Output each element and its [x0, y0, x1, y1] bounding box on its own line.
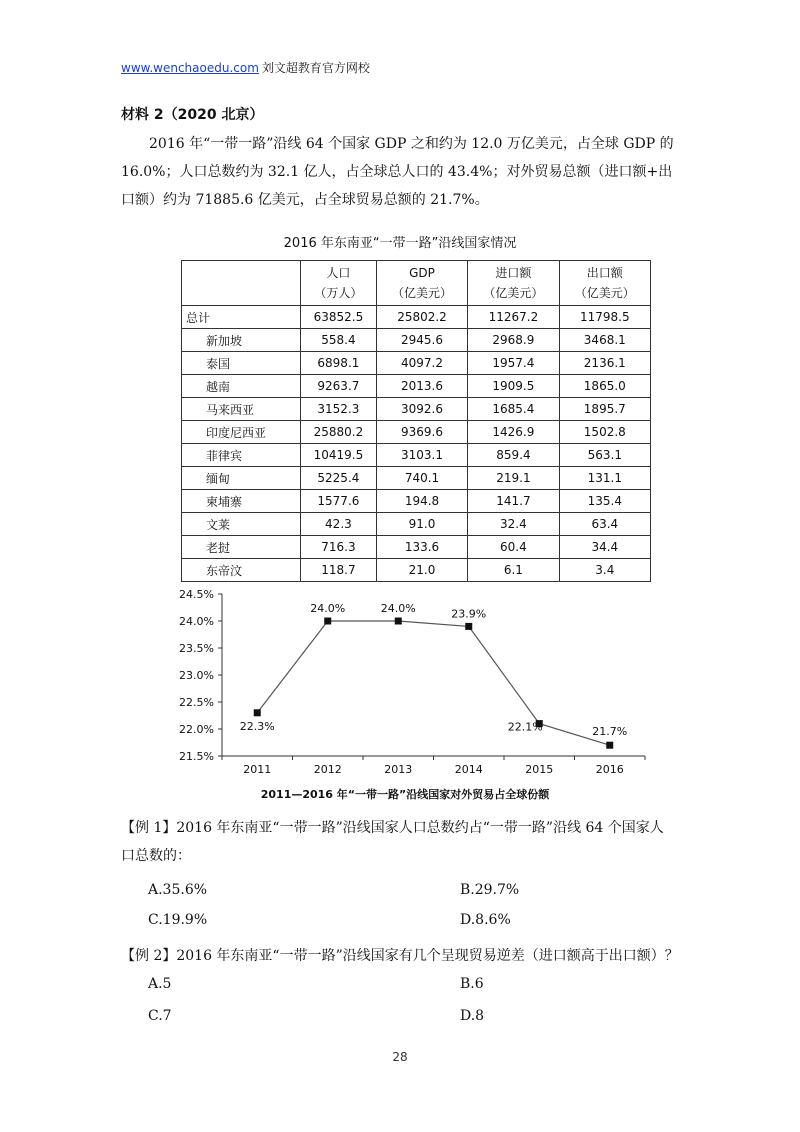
y-tick-label: 23.5% — [179, 642, 214, 655]
q2-option-b[interactable]: B.6 — [460, 976, 484, 992]
y-tick-label: 24.5% — [179, 588, 214, 601]
y-tick-label: 22.0% — [179, 723, 214, 736]
q2-option-c[interactable]: C.7 — [148, 1008, 172, 1024]
y-tick-label: 24.0% — [179, 615, 214, 628]
table-row: 文莱 42.3 91.0 32.4 63.4 — [182, 513, 651, 536]
table-row: 菲律宾 10419.5 3103.1 859.4 563.1 — [182, 444, 651, 467]
q2-option-d[interactable]: D.8 — [460, 1008, 485, 1024]
data-point — [395, 618, 402, 625]
data-point — [254, 709, 261, 716]
trade-share-line-chart — [160, 580, 650, 805]
x-tick-label: 2011 — [243, 763, 272, 776]
data-label: 22.3% — [239, 719, 275, 733]
table-row: 东帝汶 118.7 21.0 6.1 3.4 — [182, 559, 651, 582]
col-header-import: 进口额 （亿美元） — [468, 261, 559, 306]
q1-option-c[interactable]: C.19.9% — [148, 912, 208, 928]
series-line — [257, 621, 610, 745]
data-label: 22.1% — [507, 720, 543, 734]
material-heading: 材料 2（2020 北京） — [121, 107, 264, 123]
country-table — [181, 260, 651, 582]
x-tick-label: 2016 — [595, 763, 624, 776]
material-paragraph: 2016 年“一带一路”沿线 64 个国家 GDP 之和约为 12.0 万亿美元，占全球 GDP 的 16.0%；人口总数约为 32.1 亿人，占全球总人口的 43.4%；对外贸易总额（进口额+出口额）约为 71885.6 亿美元，占全球贸易总额的 21.7%。 — [121, 136, 674, 208]
page-number: 28 — [392, 1050, 408, 1064]
col-header-export: 出口额 （亿美元） — [559, 261, 650, 306]
y-tick-label: 21.5% — [179, 750, 214, 763]
data-label: 24.0% — [380, 602, 416, 615]
table-row: 越南 9263.7 2013.6 1909.5 1865.0 — [182, 375, 651, 398]
q1-option-d[interactable]: D.8.6% — [460, 912, 511, 928]
q2-option-a[interactable]: A.5 — [148, 976, 172, 992]
data-label: 24.0% — [310, 602, 346, 615]
table-row: 马来西亚 3152.3 3092.6 1685.4 1895.7 — [182, 398, 651, 421]
table-corner — [182, 261, 301, 306]
data-point — [324, 618, 331, 625]
data-label: 23.9% — [451, 607, 487, 621]
q1-option-b[interactable]: B.29.7% — [460, 882, 520, 898]
table-row: 印度尼西亚 25880.2 9369.6 1426.9 1502.8 — [182, 421, 651, 444]
table-row: 新加坡 558.4 2945.6 2968.9 3468.1 — [182, 329, 651, 352]
site-link[interactable]: www.wenchaoedu.com — [121, 61, 259, 75]
col-header-population: 人口 （万人） — [301, 261, 377, 306]
table-header-row — [182, 261, 651, 306]
data-point — [465, 623, 472, 630]
chart-title: 2011—2016 年“一带一路”沿线国家对外贸易占全球份额 — [260, 788, 550, 801]
question-1-stem: 【例 1】2016 年东南亚“一带一路”沿线国家人口总数约占“一带一路”沿线 64 个国家人 口总数的： — [121, 820, 664, 864]
q1-option-a[interactable]: A.35.6% — [148, 882, 208, 898]
page-header — [121, 59, 370, 76]
x-tick-label: 2013 — [384, 763, 413, 776]
question-2-stem: 【例 2】2016 年东南亚“一带一路”沿线国家有几个呈现贸易逆差（进口额高于出口额）？ — [121, 948, 679, 964]
table-total-row: 总计 63852.5 25802.2 11267.2 11798.5 — [182, 306, 651, 329]
x-tick-label: 2015 — [525, 763, 554, 776]
x-tick-label: 2014 — [454, 763, 483, 776]
x-tick-label: 2012 — [313, 763, 342, 776]
table-row: 柬埔寨 1577.6 194.8 141.7 135.4 — [182, 490, 651, 513]
table-row: 缅甸 5225.4 740.1 219.1 131.1 — [182, 467, 651, 490]
y-tick-label: 23.0% — [179, 669, 214, 682]
col-header-gdp: GDP （亿美元） — [376, 261, 467, 306]
table-title: 2016 年东南亚“一带一路”沿线国家情况 — [283, 236, 517, 251]
site-org: 刘文超教育官方网校 — [261, 61, 370, 75]
table-row: 泰国 6898.1 4097.2 1957.4 2136.1 — [182, 352, 651, 375]
data-point — [606, 742, 613, 749]
data-label: 21.7% — [592, 725, 628, 739]
table-row: 老挝 716.3 133.6 60.4 34.4 — [182, 536, 651, 559]
y-tick-label: 22.5% — [179, 696, 214, 709]
